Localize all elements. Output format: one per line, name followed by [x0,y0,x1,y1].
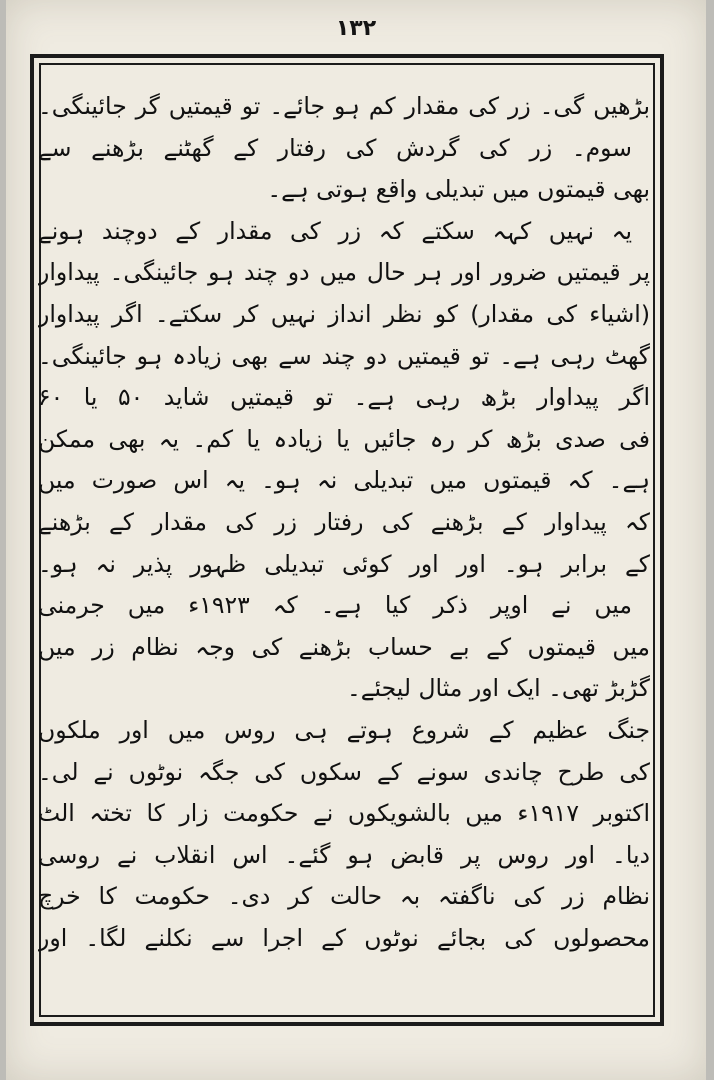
text-line: اگر پیداوار بڑھ رہی ہے۔ تو قیمتیں شاید ۵۰ یا ۶۰ [38,383,650,412]
text-line: کی طرح چاندی سونے کے سکوں کی جگہ نوٹوں نے لی۔ [38,757,650,786]
book-page [6,0,706,1080]
text-line: میں قیمتوں کے بے حساب بڑھنے کی وجہ نظام زر میں [38,632,650,661]
text-line: ہے۔ کہ قیمتوں میں تبدیلی نہ ہو۔ یہ اس صورت میں [38,466,650,495]
text-line: یہ نہیں کہہ سکتے کہ زر کی مقدار کے دوچند ہونے [38,216,632,245]
text-line: میں نے اوپر ذکر کیا ہے۔ کہ ۱۹۲۳ء میں جرمنی [38,591,632,620]
text-line: محصولوں کی بجائے نوٹوں کے اجرا سے نکلنے لگا۔ اور [38,923,650,952]
text-line: بھی قیمتوں میں تبدیلی واقع ہوتی ہے۔ [267,175,650,204]
body-text [38,86,650,1002]
page-number: ۱۳۲ [335,16,377,41]
text-line: (اشیاء کی مقدار) کو نظر انداز نہیں کر سکتے۔ اگر پیداوار [38,299,650,328]
text-line: گھٹ رہی ہے۔ تو قیمتیں دو چند سے بھی زیادہ ہو جائینگی۔ [38,341,650,370]
text-line: دیا۔ اور روس پر قابض ہو گئے۔ اس انقلاب نے روسی [38,840,650,869]
text-line: پر قیمتیں ضرور اور ہر حال میں دو چند ہو جائینگی۔ پیداوار [38,258,650,287]
text-line: سوم۔ زر کی گردش کی رفتار کے گھٹنے بڑھنے سے [38,133,632,162]
text-line: بڑھیں گی۔ زر کی مقدار کم ہو جائے۔ تو قیمتیں گر جائینگی۔ [38,92,650,120]
text-line: جنگ عظیم کے شروع ہوتے ہی روس میں اور ملکوں [38,715,650,744]
text-line: گڑبڑ تھی۔ ایک اور مثال لیجئے۔ [346,674,650,703]
text-line: کے برابر ہو۔ اور اور کوئی تبدیلی ظہور پذیر نہ ہو۔ [38,549,650,578]
text-line: کہ پیداوار کے بڑھنے کی رفتار زر کی مقدار کے بڑھنے [38,507,650,536]
text-line: اکتوبر ۱۹۱۷ء میں بالشویکوں نے حکومت زار کا تختہ الٹ [38,799,650,828]
text-line: نظام زر کی ناگفتہ بہ حالت کر دی۔ حکومت کا خرچ [38,882,650,911]
text-line: فی صدی بڑھ کر رہ جائیں یا زیادہ یا کم۔ یہ بھی ممکن [38,424,650,453]
